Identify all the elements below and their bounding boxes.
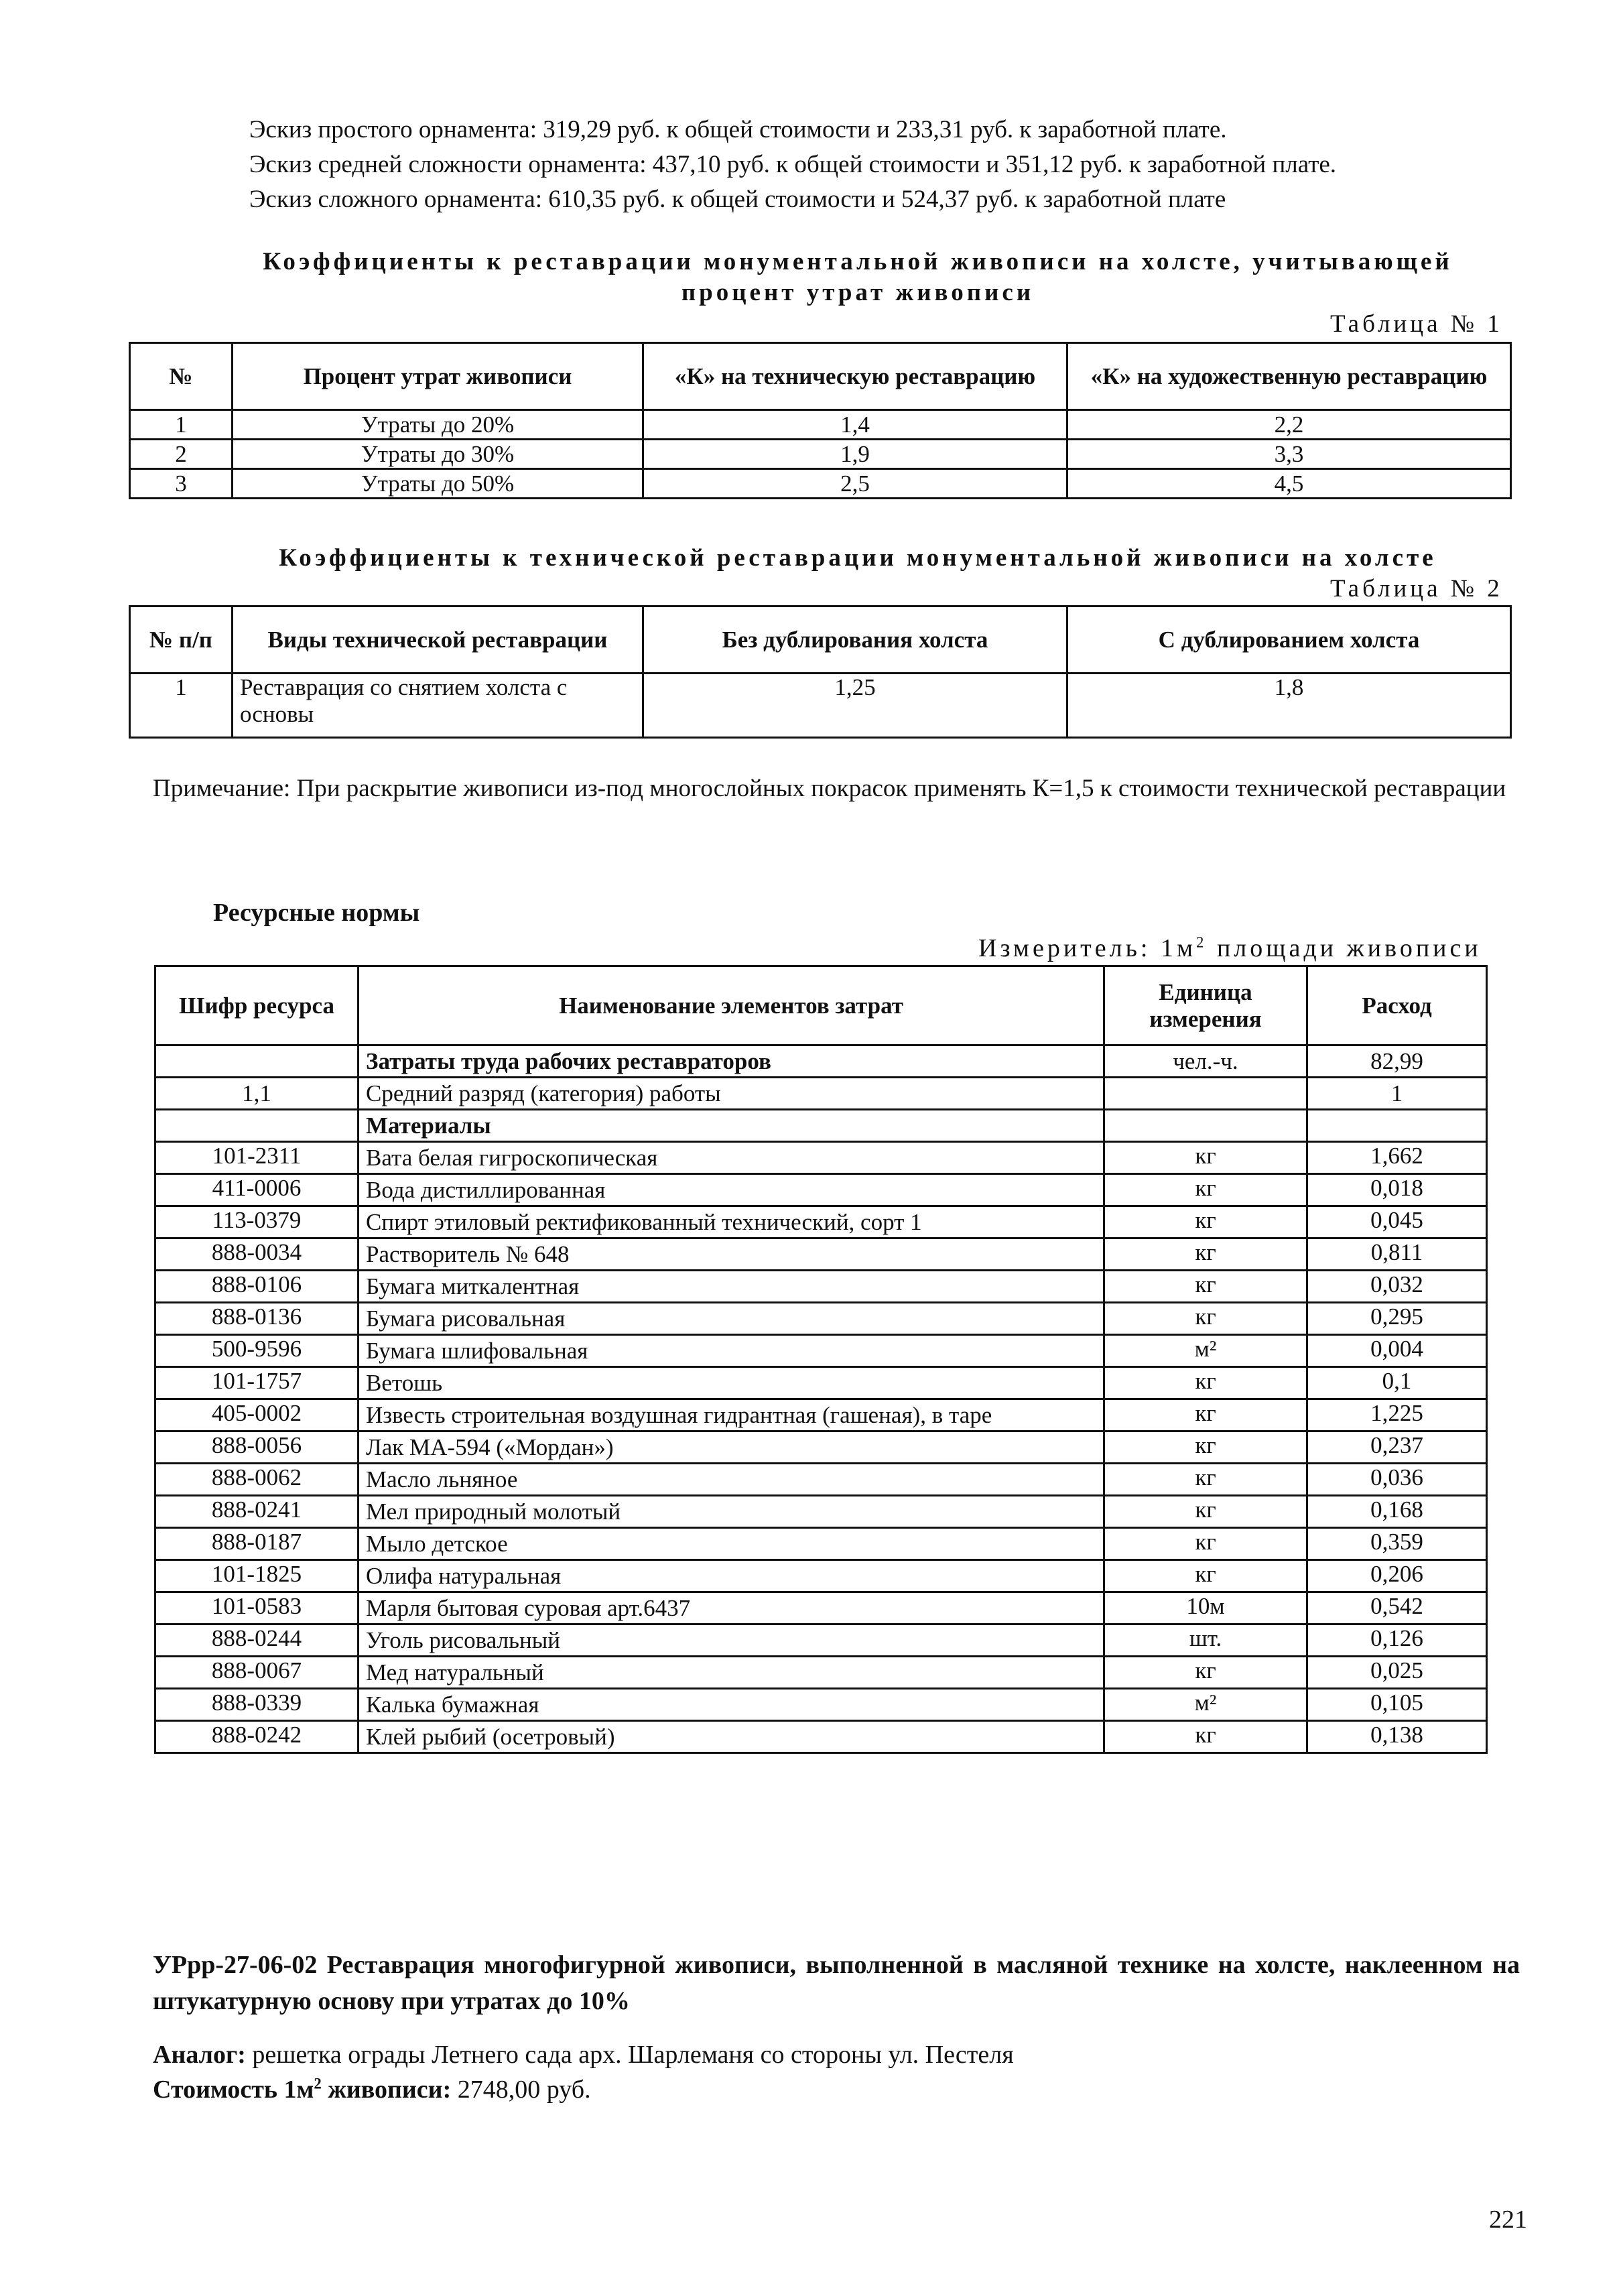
table1-number: Таблица № 1 <box>1330 310 1503 338</box>
coefficients-table-2 <box>129 605 1512 739</box>
cell-name: Масло льняное <box>359 1464 1104 1496</box>
table-row <box>155 1206 1487 1238</box>
cell-code: 888-0187 <box>155 1528 359 1560</box>
measure-sup: 2 <box>1196 934 1208 951</box>
table2-number: Таблица № 2 <box>1330 575 1503 602</box>
cell-unit: кг <box>1104 1496 1307 1528</box>
table-row <box>155 1399 1487 1431</box>
cell-code: 888-0106 <box>155 1271 359 1303</box>
table-row <box>155 1528 1487 1560</box>
cell-unit: кг <box>1104 1367 1307 1399</box>
table-row <box>155 1560 1487 1592</box>
cell-code: 101-1825 <box>155 1560 359 1592</box>
cell-name: Известь строительная воздушная гидрантная (гашеная), в таре <box>359 1399 1104 1431</box>
cell-name: Лак МА-594 («Мордан») <box>359 1431 1104 1464</box>
analog-text: решетка ограды Летнего сада арх. Шарлеманя со стороны ул. Пестеля <box>245 2041 1014 2069</box>
t1-header-percent: Процент утрат живописи <box>233 343 643 410</box>
measure-line <box>978 934 1482 963</box>
table-row <box>130 674 1511 738</box>
intro-lines <box>249 113 1336 217</box>
analog-block <box>153 2037 1014 2107</box>
table-row <box>155 1303 1487 1335</box>
cell-unit: кг <box>1104 1464 1307 1496</box>
cell-code: 101-2311 <box>155 1142 359 1174</box>
cell-no: 2 <box>130 440 233 469</box>
table-row <box>155 1464 1487 1496</box>
table-row <box>155 1721 1487 1753</box>
page-number: 221 <box>1489 2206 1527 2234</box>
cell-value: 0,542 <box>1307 1592 1487 1624</box>
table-row <box>130 410 1511 440</box>
cell-unit: кг <box>1104 1431 1307 1464</box>
cell-value: 0,036 <box>1307 1464 1487 1496</box>
table-row <box>155 1592 1487 1624</box>
cell-value: 0,032 <box>1307 1271 1487 1303</box>
analog-line <box>153 2037 1014 2072</box>
cell-name: Олифа натуральная <box>359 1560 1104 1592</box>
cell-value: 0,295 <box>1307 1303 1487 1335</box>
cell-unit: кг <box>1104 1271 1307 1303</box>
cell-code: 888-0067 <box>155 1657 359 1689</box>
t1-header-no: № <box>130 343 233 410</box>
cost-label <box>153 2076 451 2104</box>
table-row <box>155 1238 1487 1271</box>
cell-code: 101-0583 <box>155 1592 359 1624</box>
cell-value: 0,237 <box>1307 1431 1487 1464</box>
cell-code: 113-0379 <box>155 1206 359 1238</box>
cell-name: Марля бытовая суровая арт.6437 <box>359 1592 1104 1624</box>
cell-code: 888-0136 <box>155 1303 359 1335</box>
cell-percent: Утраты до 20% <box>233 410 643 440</box>
table-row <box>155 1657 1487 1689</box>
t2-header-with: С дублированием холста <box>1067 607 1511 674</box>
cell-name: Материалы <box>359 1110 1104 1142</box>
table-row <box>130 440 1511 469</box>
cell-unit: кг <box>1104 1560 1307 1592</box>
cell-name: Бумага рисовальная <box>359 1303 1104 1335</box>
cell-unit: чел.-ч. <box>1104 1045 1307 1078</box>
cost-label-prefix: Стоимость 1м <box>153 2076 314 2104</box>
analog-label: Аналог: <box>153 2041 246 2069</box>
cell-technical: 1,4 <box>643 410 1067 440</box>
intro-line: Эскиз средней сложности орнамента: 437,10 руб. к общей стоимости и 351,12 руб. к заработной плате. <box>249 151 1337 178</box>
cell-code: 1,1 <box>155 1078 359 1110</box>
cell-without: 1,25 <box>643 674 1067 738</box>
cost-label-suffix: живописи: <box>321 2076 452 2104</box>
labor-row <box>155 1045 1487 1078</box>
intro-line: Эскиз сложного орнамента: 610,35 руб. к общей стоимости и 524,37 руб. к заработной плате <box>249 186 1226 213</box>
cell-code: 405-0002 <box>155 1399 359 1431</box>
table-row <box>130 469 1511 499</box>
cell-name: Вода дистиллированная <box>359 1174 1104 1206</box>
cell-name: Мед натуральный <box>359 1657 1104 1689</box>
cell-unit: кг <box>1104 1399 1307 1431</box>
measure-prefix: Измеритель: 1м <box>978 934 1197 962</box>
cell-value: 0,168 <box>1307 1496 1487 1528</box>
table-row <box>155 1271 1487 1303</box>
cell-unit: м² <box>1104 1689 1307 1721</box>
cell-artistic: 2,2 <box>1067 410 1511 440</box>
cell-code: 888-0339 <box>155 1689 359 1721</box>
cell-percent: Утраты до 50% <box>233 469 643 499</box>
cell-name: Уголь рисовальный <box>359 1624 1104 1657</box>
cell-unit: м² <box>1104 1335 1307 1367</box>
cell-unit: шт. <box>1104 1624 1307 1657</box>
cell-unit: кг <box>1104 1142 1307 1174</box>
cell-no: 1 <box>130 410 233 440</box>
table2-heading: Коэффициенты к технической реставрации монументальной живописи на холсте <box>279 544 1437 572</box>
cell-value: 0,206 <box>1307 1560 1487 1592</box>
cell-unit <box>1104 1078 1307 1110</box>
cell-code: 500-9596 <box>155 1335 359 1367</box>
t2-header-without: Без дублирования холста <box>643 607 1067 674</box>
cell-code: 101-1757 <box>155 1367 359 1399</box>
resources-title: Ресурсные нормы <box>213 899 420 927</box>
cell-value <box>1307 1110 1487 1142</box>
cell-value: 0,004 <box>1307 1335 1487 1367</box>
t3-header-code: Шифр ресурса <box>155 966 359 1045</box>
intro-line: Эскиз простого орнамента: 319,29 руб. к общей стоимости и 233,31 руб. к заработной плате. <box>249 116 1227 143</box>
cell-unit: кг <box>1104 1238 1307 1271</box>
t2-header-no: № п/п <box>130 607 233 674</box>
cell-value: 1,662 <box>1307 1142 1487 1174</box>
cell-code: 888-0241 <box>155 1496 359 1528</box>
t3-header-value: Расход <box>1307 966 1487 1045</box>
cell-value: 0,1 <box>1307 1367 1487 1399</box>
measure-suffix: площади живописи <box>1207 934 1482 962</box>
cell-code <box>155 1045 359 1078</box>
cell-name: Бумага шлифовальная <box>359 1335 1104 1367</box>
cell-name: Мел природный молотый <box>359 1496 1104 1528</box>
table-row <box>155 1496 1487 1528</box>
resources-table <box>154 965 1488 1754</box>
coefficients-table-1 <box>129 342 1512 499</box>
cost-line <box>153 2072 1014 2107</box>
cell-technical: 2,5 <box>643 469 1067 499</box>
cell-artistic: 4,5 <box>1067 469 1511 499</box>
cell-value: 0,045 <box>1307 1206 1487 1238</box>
cell-value: 82,99 <box>1307 1045 1487 1078</box>
cell-value: 0,126 <box>1307 1624 1487 1657</box>
cell-unit <box>1104 1110 1307 1142</box>
table-row <box>155 1431 1487 1464</box>
cell-unit: кг <box>1104 1721 1307 1753</box>
cell-name: Затраты труда рабочих реставраторов <box>359 1045 1104 1078</box>
cell-unit: кг <box>1104 1528 1307 1560</box>
table-row <box>155 1689 1487 1721</box>
table-row <box>155 1367 1487 1399</box>
cell-value: 0,105 <box>1307 1689 1487 1721</box>
cell-code: 888-0244 <box>155 1624 359 1657</box>
cost-label-sup: 2 <box>314 2075 322 2092</box>
table-row <box>155 1142 1487 1174</box>
t3-header-name: Наименование элементов затрат <box>359 966 1104 1045</box>
table-row <box>155 1335 1487 1367</box>
note: Примечание: При раскрытие живописи из-под многослойных покрасок применять К=1,5 к стоимости технической реставрации <box>153 775 1506 802</box>
rank-row <box>155 1078 1487 1110</box>
cell-code: 888-0034 <box>155 1238 359 1271</box>
cell-unit: кг <box>1104 1657 1307 1689</box>
cell-code: 888-0242 <box>155 1721 359 1753</box>
table1-heading: Коэффициенты к реставрации монументальной живописи на холсте, учитывающей процент утрат живописи <box>263 248 1453 306</box>
cell-name: Растворитель № 648 <box>359 1238 1104 1271</box>
cell-name: Мыло детское <box>359 1528 1104 1560</box>
cell-unit: кг <box>1104 1174 1307 1206</box>
cell-unit: 10м <box>1104 1592 1307 1624</box>
table-row <box>155 1174 1487 1206</box>
cell-name: Средний разряд (категория) работы <box>359 1078 1104 1110</box>
cell-name: Ветошь <box>359 1367 1104 1399</box>
cell-percent: Утраты до 30% <box>233 440 643 469</box>
cell-artistic: 3,3 <box>1067 440 1511 469</box>
cost-value: 2748,00 руб. <box>451 2076 591 2104</box>
t2-header-kind: Виды технической реставрации <box>233 607 643 674</box>
cell-value: 1 <box>1307 1078 1487 1110</box>
cell-kind: Реставрация со снятием холста с основы <box>233 674 643 738</box>
cell-with: 1,8 <box>1067 674 1511 738</box>
cell-value: 0,025 <box>1307 1657 1487 1689</box>
cell-name: Вата белая гигроскопическая <box>359 1142 1104 1174</box>
t1-header-technical: «К» на техническую реставрацию <box>643 343 1067 410</box>
cell-name: Калька бумажная <box>359 1689 1104 1721</box>
cell-no: 1 <box>130 674 233 738</box>
cell-value: 0,138 <box>1307 1721 1487 1753</box>
cell-value: 0,811 <box>1307 1238 1487 1271</box>
cell-value: 0,359 <box>1307 1528 1487 1560</box>
cell-code: 888-0062 <box>155 1464 359 1496</box>
table-row <box>155 1624 1487 1657</box>
section-title: УРрр-27-06-02 Реставрация многофигурной живописи, выполненной в масляной технике на холсте, наклеенном на штукатурную основу при утратах до 10% <box>153 1951 1520 2015</box>
cell-value: 0,018 <box>1307 1174 1487 1206</box>
cell-value: 1,225 <box>1307 1399 1487 1431</box>
cell-code <box>155 1110 359 1142</box>
cell-code: 888-0056 <box>155 1431 359 1464</box>
cell-no: 3 <box>130 469 233 499</box>
cell-code: 411-0006 <box>155 1174 359 1206</box>
cell-unit: кг <box>1104 1206 1307 1238</box>
cell-unit: кг <box>1104 1303 1307 1335</box>
cell-name: Спирт этиловый ректификованный технический, сорт 1 <box>359 1206 1104 1238</box>
t1-header-artistic: «К» на художественную реставрацию <box>1067 343 1511 410</box>
cell-name: Клей рыбий (осетровый) <box>359 1721 1104 1753</box>
cell-technical: 1,9 <box>643 440 1067 469</box>
cell-name: Бумага миткалентная <box>359 1271 1104 1303</box>
materials-row <box>155 1110 1487 1142</box>
t3-header-unit: Единица измерения <box>1104 966 1307 1045</box>
